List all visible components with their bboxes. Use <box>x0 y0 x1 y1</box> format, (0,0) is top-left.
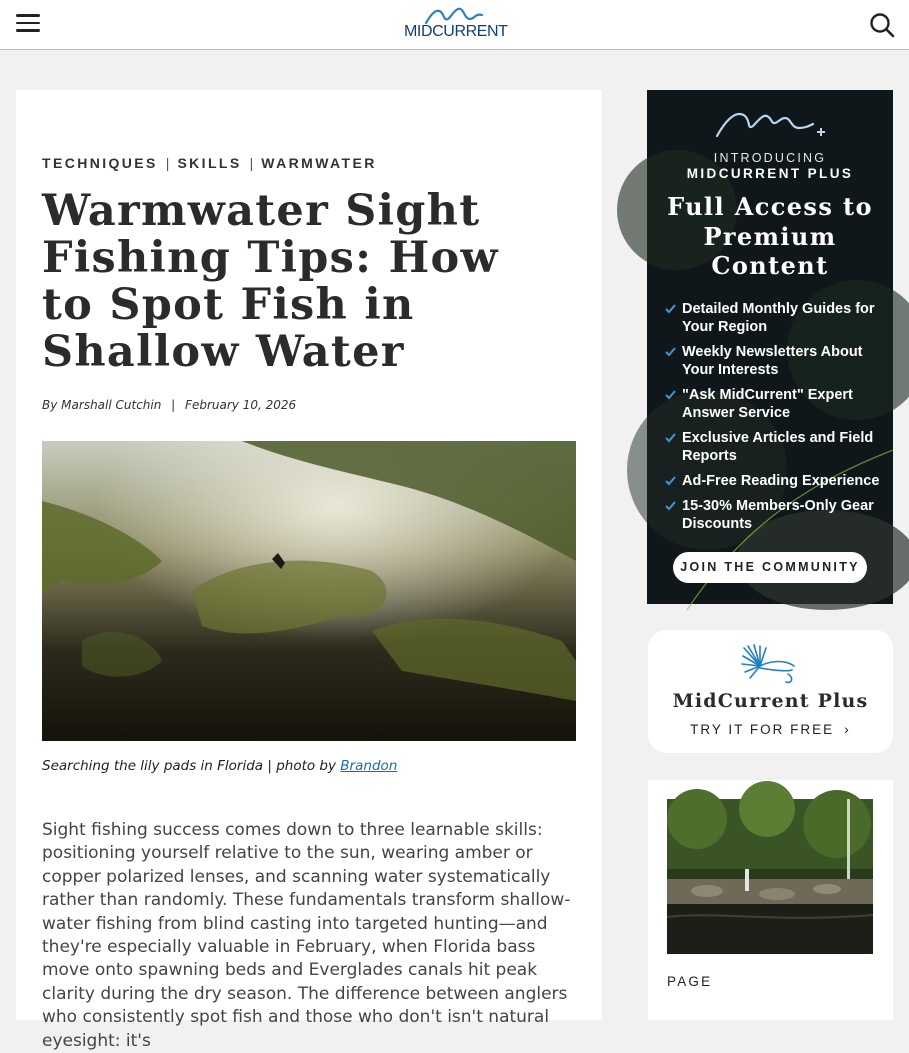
plus-card-title: MidCurrent Plus <box>672 690 869 712</box>
publish-date: February 10, 2026 <box>185 398 297 412</box>
related-page-image <box>667 799 873 954</box>
article-body: Sight fishing success comes down to three learnable skills: positioning yourself relative to the sun, wearing amber or copper polarized lenses, and scanning water systematically rather than randomly. These fundamentals transform shallow-water fishing from blind casting into targeted hunting—and they're especially valuable in February, when Florida bass move onto spawning beds and Everglades canals hit peak clarity during the dry season. The difference between anglers who consistently spot fish and those who don't isn't natural eyesight: it's <box>42 820 571 1051</box>
byline-separator: | <box>171 398 176 412</box>
article-card <box>16 90 602 1051</box>
benefit-item <box>665 300 889 336</box>
benefit-item <box>665 429 889 465</box>
checkmark-icon <box>665 432 676 443</box>
promo-intro-line: INTRODUCING <box>713 151 827 165</box>
benefit-text: Exclusive Articles and Field Reports <box>682 430 874 464</box>
checkmark-icon <box>665 303 676 314</box>
site-logo[interactable] <box>404 5 506 45</box>
hero-image <box>42 441 576 741</box>
checkmark-icon <box>665 475 676 486</box>
join-community-button[interactable]: JOIN THE COMMUNITY <box>673 552 867 583</box>
hamburger-menu-icon[interactable] <box>16 14 40 34</box>
article-title: Warmwater Sight Fishing Tips: How to Spot Fish in Shallow Water <box>42 186 499 377</box>
benefit-item <box>665 497 889 533</box>
plus-trial-card[interactable] <box>648 630 893 753</box>
category-link-techniques[interactable]: TECHNIQUES <box>42 155 158 171</box>
byline <box>42 398 296 412</box>
try-free-label: TRY IT FOR FREE <box>690 722 835 737</box>
byline-prefix: By <box>42 398 58 412</box>
promo-title: Full Access to Premium Content <box>667 192 873 280</box>
image-caption <box>42 758 397 774</box>
benefit-text: 15-30% Members-Only Gear Discounts <box>682 498 874 532</box>
category-link-skills[interactable]: SKILLS <box>177 155 242 171</box>
benefit-text: Ad-Free Reading Experience <box>682 473 880 489</box>
category-breadcrumb <box>42 155 377 171</box>
site-header <box>0 0 909 50</box>
fly-lure-icon <box>742 644 798 686</box>
logo-text: MIDCURRENT <box>404 23 508 40</box>
category-separator: | <box>165 155 170 171</box>
category-separator: | <box>249 155 254 171</box>
caption-text: Searching the lily pads in Florida | photo by <box>42 758 341 774</box>
checkmark-icon <box>665 500 676 511</box>
related-page-card[interactable] <box>648 780 893 1020</box>
checkmark-icon <box>665 346 676 357</box>
benefit-item <box>665 343 889 379</box>
benefit-item <box>665 386 889 422</box>
checkmark-icon <box>665 389 676 400</box>
benefit-text: Weekly Newsletters About Your Interests <box>682 344 863 378</box>
try-free-link[interactable] <box>648 721 893 737</box>
promo-brand-line: MIDCURRENT PLUS <box>686 166 854 181</box>
author-link[interactable]: Marshall Cutchin <box>61 398 162 412</box>
photographer-link[interactable]: Brandon <box>340 758 398 774</box>
benefit-text: "Ask MidCurrent" Expert Answer Service <box>682 387 853 421</box>
search-icon[interactable] <box>869 12 895 38</box>
chevron-right-icon: › <box>844 721 851 737</box>
benefit-text: Detailed Monthly Guides for Your Region <box>682 301 875 335</box>
plus-signature-icon <box>715 106 827 146</box>
benefit-item <box>665 472 889 490</box>
page-label: PAGE <box>667 974 713 989</box>
category-link-warmwater[interactable]: WARMWATER <box>261 155 377 171</box>
plus-promo-card <box>647 90 893 604</box>
benefits-list <box>665 300 889 540</box>
